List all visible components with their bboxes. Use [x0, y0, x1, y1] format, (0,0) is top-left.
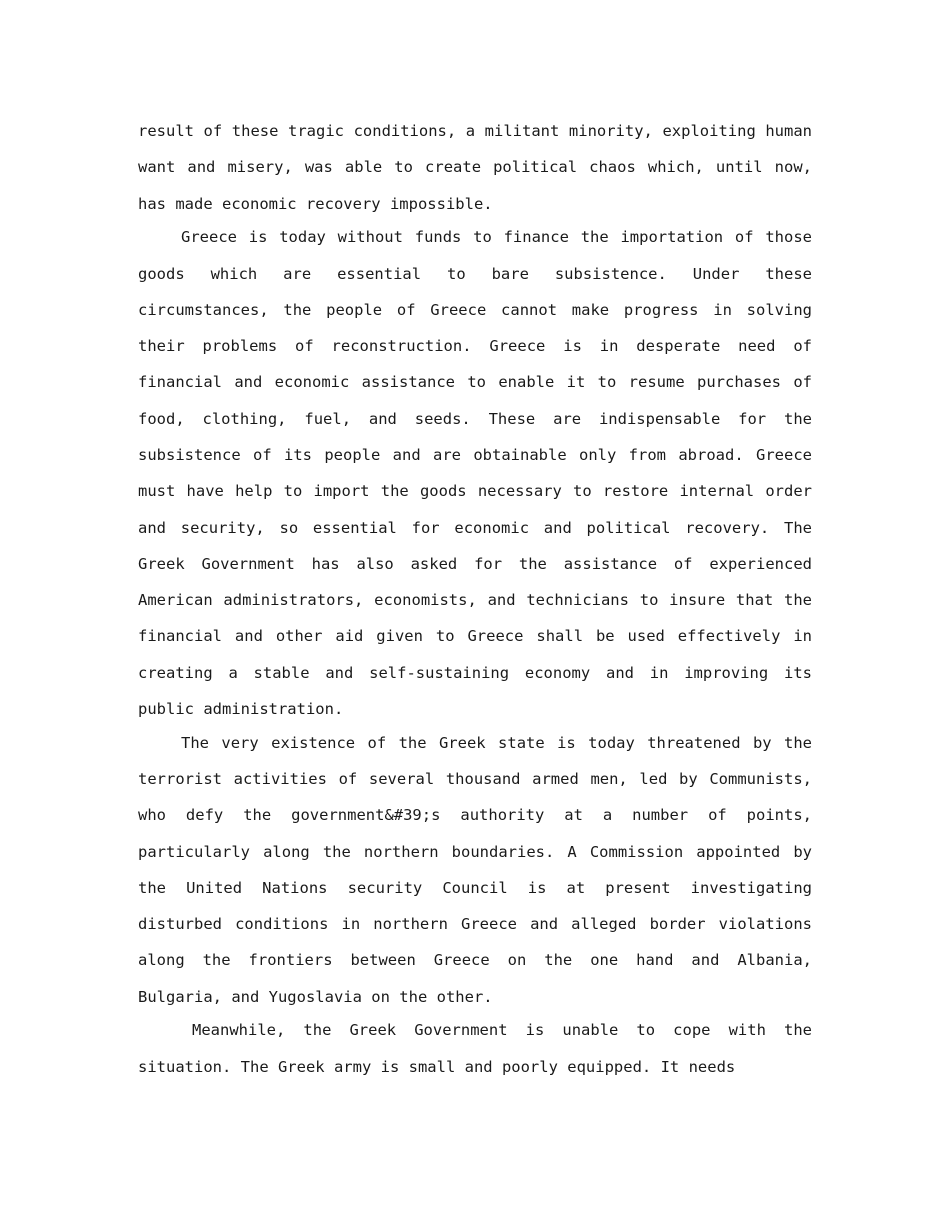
document-body: [138, 113, 812, 1082]
paragraph-greece-funds: Greece is today without funds to finance the importation of those goods which are essential to bare subsistence. Under these circumstances, the people of Greece cannot make progress in solving their problems of reconstruction. Greece is in desperate need of financial and economic assistance to enable it to resume purchases of food, clothing, fuel, and seeds. These are indispensable for the subsistence of its people and are obtainable only from abroad. Greece must have help to import the goods necessary to restore internal order and security, so essential for economic and political recovery. The Greek Government has also asked for the assistance of experienced American administrators, economists, and technicians to insure that the financial and other aid given to Greece shall be used effectively in creating a stable and self-sustaining economy and in improving its public administration.: [138, 228, 812, 719]
paragraph-continuation: result of these tragic conditions, a militant minority, exploiting human want and misery, was able to create political chaos which, until now, has made economic recovery impossible.: [138, 122, 812, 213]
paragraph-greek-state-threat: The very existence of the Greek state is today threatened by the terrorist activities of several thousand armed men, led by Communists, who defy the government&#39;s authority at a number of points, particularly along the northern boundaries. A Commission appointed by the United Nations security Council is at present investigating disturbed conditions in northern Greece and alleged border violations along the frontiers between Greece on the one hand and Albania, Bulgaria, and Yugoslavia on the other.: [138, 733, 812, 1006]
paragraph-meanwhile: Meanwhile, the Greek Government is unable to cope with the situation. The Greek army is small and poorly equipped. It needs: [138, 1021, 812, 1076]
